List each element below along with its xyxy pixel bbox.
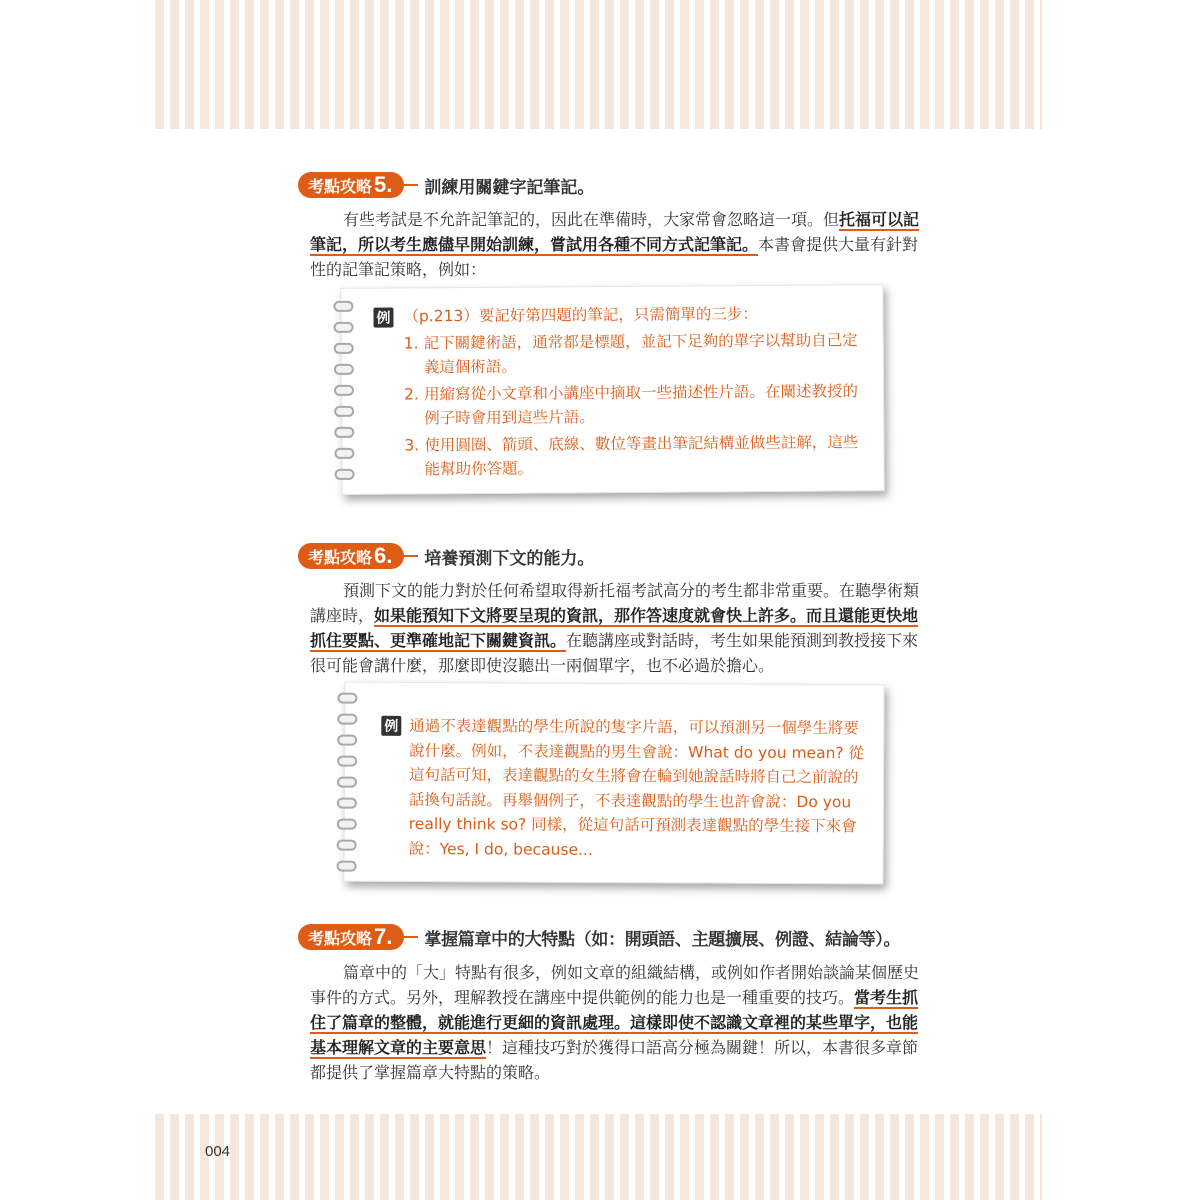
example-step: 3. 使用圓圈、箭頭、底線、數位等畫出筆記結構並做些註解，這些能幫助你答題。 bbox=[404, 432, 859, 479]
badge-label: 考點攻略 bbox=[308, 547, 373, 567]
example-tag: 例 bbox=[373, 308, 393, 328]
example-tag: 例 bbox=[381, 716, 401, 736]
spiral-ring bbox=[337, 714, 357, 725]
badge-number: 6. bbox=[374, 543, 393, 568]
bottom-stripe-band bbox=[155, 1114, 1042, 1200]
example-step: 1. 記下關鍵術語，通常都是標題，並記下足夠的單字以幫助自己定義這個術語。 bbox=[403, 330, 858, 377]
spiral-ring bbox=[337, 756, 357, 767]
spiral-ring bbox=[334, 322, 354, 333]
section-7-heading bbox=[298, 924, 900, 950]
spiral-ring bbox=[334, 364, 354, 375]
spiral-ring bbox=[337, 735, 357, 746]
spiral-ring bbox=[337, 693, 357, 704]
spiral-ring bbox=[333, 301, 353, 312]
example-intro: （p.213）要記好第四題的筆記，只需簡單的三步： bbox=[403, 304, 758, 326]
spiral-ring bbox=[334, 385, 354, 396]
spiral-ring bbox=[334, 448, 354, 459]
spiral-ring bbox=[335, 469, 355, 480]
top-stripe-band bbox=[155, 0, 1042, 129]
section-6-paragraph: 預測下文的能力對於任何希望取得新托福考試高分的考生都非常重要。在聽學術類講座時，如果能預知下文將要呈現的資訊，那作答速度就會快上許多。而且還能更快地抓住要點、更準確地記下關鍵資訊。在聽講座或對話時，考生如果能預測到教授接下來很可能會講什麼，那麼即使沒聽出一兩個單字，也不必過於擔心。 bbox=[310, 581, 920, 675]
spiral-ring bbox=[337, 840, 357, 851]
badge-pointer bbox=[402, 184, 418, 186]
section-5-title: 訓練用關鍵字記筆記。 bbox=[424, 177, 595, 198]
section-6-badge bbox=[298, 543, 404, 569]
badge-pointer bbox=[402, 936, 418, 938]
section-6-title: 培養預測下文的能力。 bbox=[424, 548, 595, 569]
highlight-text: 托福可以記筆記，所以考生應儘早開始訓練，嘗試用各種不同方式記筆記。 bbox=[310, 210, 920, 254]
page-number: 004 bbox=[205, 1143, 231, 1160]
example-5-text bbox=[403, 301, 864, 484]
section-5-heading bbox=[298, 172, 594, 198]
spiral-ring bbox=[337, 861, 357, 872]
section-6-heading bbox=[298, 543, 594, 569]
spiral-ring bbox=[334, 427, 354, 438]
section-5-badge bbox=[298, 172, 404, 198]
notepad-example-6 bbox=[343, 682, 884, 885]
section-7-badge bbox=[298, 924, 404, 950]
spiral-ring bbox=[337, 819, 357, 830]
spiral-ring bbox=[337, 798, 357, 809]
badge-label: 考點攻略 bbox=[308, 928, 373, 948]
section-7-paragraph: 篇章中的「大」特點有很多，例如文章的組織結構，或例如作者開始談論某個歷史事件的方式。另外，理解教授在講座中提供範例的能力也是一種重要的技巧。當考生抓住了篇章的整體，就能進行更細的資訊處理。這樣即使不認識文章裡的某些單字，也能基本理解文章的主要意思！這種技巧對於獲得口語高分極為關鍵！所以，本書很多章節都提供了掌握篇章大特點的策略。 bbox=[310, 963, 920, 1082]
badge-number: 7. bbox=[374, 924, 393, 949]
badge-label: 考點攻略 bbox=[308, 176, 373, 196]
spiral-ring bbox=[337, 777, 357, 788]
spiral-ring bbox=[334, 343, 354, 354]
highlight-text: 當考生抓住了篇章的整體，就能進行更細的資訊處理。這樣即使不認識文章裡的某些單字，也能基本理解文章的主要意思 bbox=[310, 988, 919, 1057]
highlight-text: 如果能預知下文將要呈現的資訊，那作答速度就會快上許多。而且還能更快地抓住要點、更準確地記下關鍵資訊。 bbox=[310, 606, 919, 650]
section-5-paragraph: 有些考試是不允許記筆記的，因此在準備時，大家常會忽略這一項。但托福可以記筆記，所以考生應儘早開始訓練，嘗試用各種不同方式記筆記。本書會提供大量有針對性的記筆記策略，例如： bbox=[310, 210, 920, 279]
badge-pointer bbox=[402, 555, 418, 557]
notepad-example-5 bbox=[340, 284, 884, 495]
example-step: 2. 用縮寫從小文章和小講座中摘取一些描述性片語。在闡述教授的例子時會用到這些片語。 bbox=[403, 381, 859, 428]
example-6-text: 通過不表達觀點的學生所說的隻字片語，可以預測另一個學生將要說什麼。例如，不表達觀點的男生會說：What do you mean? 從這句話可知，表達觀點的女生將會在輪到她說話時將自己之前說的話換句話說。再舉個例子，不表達觀點的學生也許會說：Do you really think so? 同樣，從這句話可預測表達觀點的學生接下來會說：Yes, I do, because... bbox=[408, 716, 865, 859]
spiral-ring bbox=[334, 406, 354, 417]
badge-number: 5. bbox=[374, 172, 393, 197]
section-7-title: 掌握篇章中的大特點（如：開頭語、主題擴展、例證、結論等）。 bbox=[424, 929, 901, 950]
